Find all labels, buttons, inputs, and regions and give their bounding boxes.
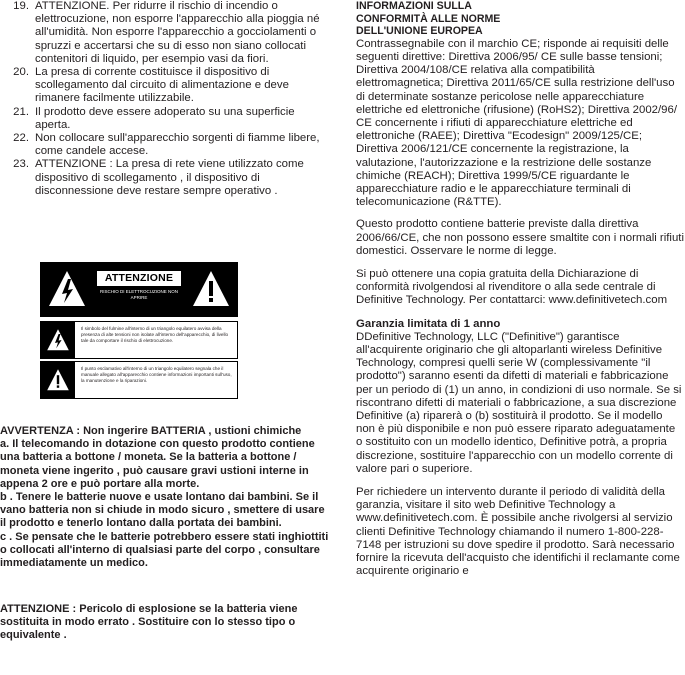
warranty-body: DDefinitive Technology, LLC ("Definitive") garantisce all'acquirente originario che gli altoparlanti wireless Definitive Technology, compresi quelli serie W (complessivamente "il prodotto") saranno esenti da difetti di materiali e fabbricazione per un periodo di (1) un anno, in condizioni di uso normale. Se si riscontrano difetti di materiali o fabbricazione, a sua discrezione Definitive (a) riparerà o (b) sostituirà il prodotto. Se il modello non è più disponibile e non può essere riparato adeguatamente o sostituito con un modello identico, Definitive potrà, a propria discrezione, sostituire l'apparecchio con un modello corrente di valore pari o superiore.: [356, 330, 682, 475]
lightning-legend: [40, 321, 238, 359]
warning-label: [40, 262, 238, 317]
exclamation-legend-text: Il punto esclamativo all'interno di un triangolo equilatero segnala che il manuale allegato all'apparecchio contiene informazioni importanti sull'uso, la manutenzione e la riparazioni.: [81, 366, 232, 383]
list-item: 22. Non collocare sull'apparecchio sorgenti di fiamme libere, come candele accese.: [13, 132, 320, 158]
batteries-note: Questo prodotto contiene batterie previste dalla direttiva 2006/66/CE, che non possono essere smaltite con i normali rifiuti domestici. Osservare le norme di legge.: [356, 218, 684, 257]
warning-title: ATTENZIONE: [97, 271, 181, 286]
declaration-note: Si può ottenere una copia gratuita della Dichiarazione di conformità rivolgendosi al rivenditore o alla sede centrale di Definitive Technology. Per contattarci: www.definitivetech.com: [356, 268, 668, 307]
warranty-heading: Garanzia limitata di 1 anno: [356, 317, 501, 330]
warning-subtitle: RISCHIO DI ELETTROCUZIONE NON APRIRE: [99, 289, 178, 300]
warranty-service: Per richiedere un intervento durante il periodo di validità della garanzia, visitare il sito web Definitive Technology a www.definitivetech.com. È possibile anche rivolgersi al servizio clienti Definitive Technology chiamando il numero 1-800-228-7148 per istruzioni su dove spedire il prodotto. Sarà necessario fornire la ricevuta dell'acquisto che identifichi il reclamante come acquirente originario e: [356, 486, 680, 578]
list-item: 21. Il prodotto deve essere adoperato su una superficie aperta.: [13, 105, 295, 131]
exclamation-legend: [40, 361, 238, 399]
safety-instructions-list: [4, 0, 332, 198]
exclamation-warning-icon: [191, 269, 231, 309]
lightning-icon: [46, 328, 70, 352]
compliance-section: [356, 0, 684, 209]
list-item: 19. ATTENZIONE. Per ridurre il rischio di incendio o elettrocuzione, non esporre l'apparecchio alla pioggia né all'umidità. Non esporre l'apparecchio a gocciolamenti o spruzzi e accertarsi che su di esso non siano collocati contenitori di liquido, per esempio vasi da fiori.: [13, 0, 320, 65]
lightning-warning-icon: [47, 269, 87, 309]
list-item: 20. La presa di corrente costituisce il dispositivo di scollegamento dal circuito di alimentazione e deve rimanere facilmente utilizzabile.: [13, 66, 289, 105]
list-item: 23. ATTENZIONE : La presa di rete viene utilizzato come dispositivo di scollegamento , il dispositivo di disconnessione deve restare sempre operativo .: [13, 158, 304, 197]
explosion-warning: ATTENZIONE : Pericolo di esplosione se la batteria viene sostituita in modo errato . Sostituire con lo stesso tipo o equivalente .: [0, 603, 298, 642]
right-column: [356, 0, 684, 589]
lightning-legend-text: Il simbolo del fulmine all'interno di un triangolo equilatero avvisa della presenza di alte tensioni non isolate all'interno dell'apparecchio, di livello tale da comportare il rischio di elettrocuzione.: [81, 326, 229, 343]
warranty-section: [356, 318, 684, 476]
compliance-body: Contrassegnabile con il marchio CE; risponde ai requisiti delle seguenti direttive: Direttiva 2006/95/ CE sulle basse tensioni; Direttiva 2004/108/CE relativa alla compatibilità elettromagnetica; Direttiva 2011/65/CE sulla restrizione dell'uso di determinate sostanze pericolose nelle apparecchiature elettriche ed elettroniche (rifusione) (RoHS2); Direttiva 2002/96/ CE concernente i rifiuti di apparecchiature elettriche ed elettroniche (RAEE); Direttiva "Ecodesign" 2009/125/CE; Direttiva 2006/121/CE concernente la registrazione, la valutazione, l'autorizzazione e la restrizione delle sostanze chimiche (REACH); Direttiva 1999/5/CE riguardante le apparecchiature radio e le apparecchiature terminali di telecomunicazione (R&TTE).: [356, 37, 677, 209]
left-column: [4, 0, 332, 198]
compliance-heading: INFORMAZIONI SULLA CONFORMITÀ ALLE NORME DELL'UNIONE EUROPEA: [356, 0, 501, 38]
battery-warning: AVVERTENZA : Non ingerire BATTERIA , ustioni chimiche a. Il telecomando in dotazione con questo prodotto contiene una batteria a bottone / moneta. Se la batteria a bottone / moneta viene ingerito , può causare gravi ustioni interne in appena 2 ore e può portare alla morte. b . Tenere le batterie nuove e usate lontano dai bambini. Se il vano batteria non si chiude in modo sicuro , smettere di usare il prodotto e tenerlo lontano dalla portata dei bambini. c . Se pensate che le batterie potrebbero essere stati inghiottiti o collocati all'interno di qualsiasi parte del corpo , consultare immediatamente un medico.: [0, 425, 329, 570]
exclamation-icon: [46, 368, 70, 392]
